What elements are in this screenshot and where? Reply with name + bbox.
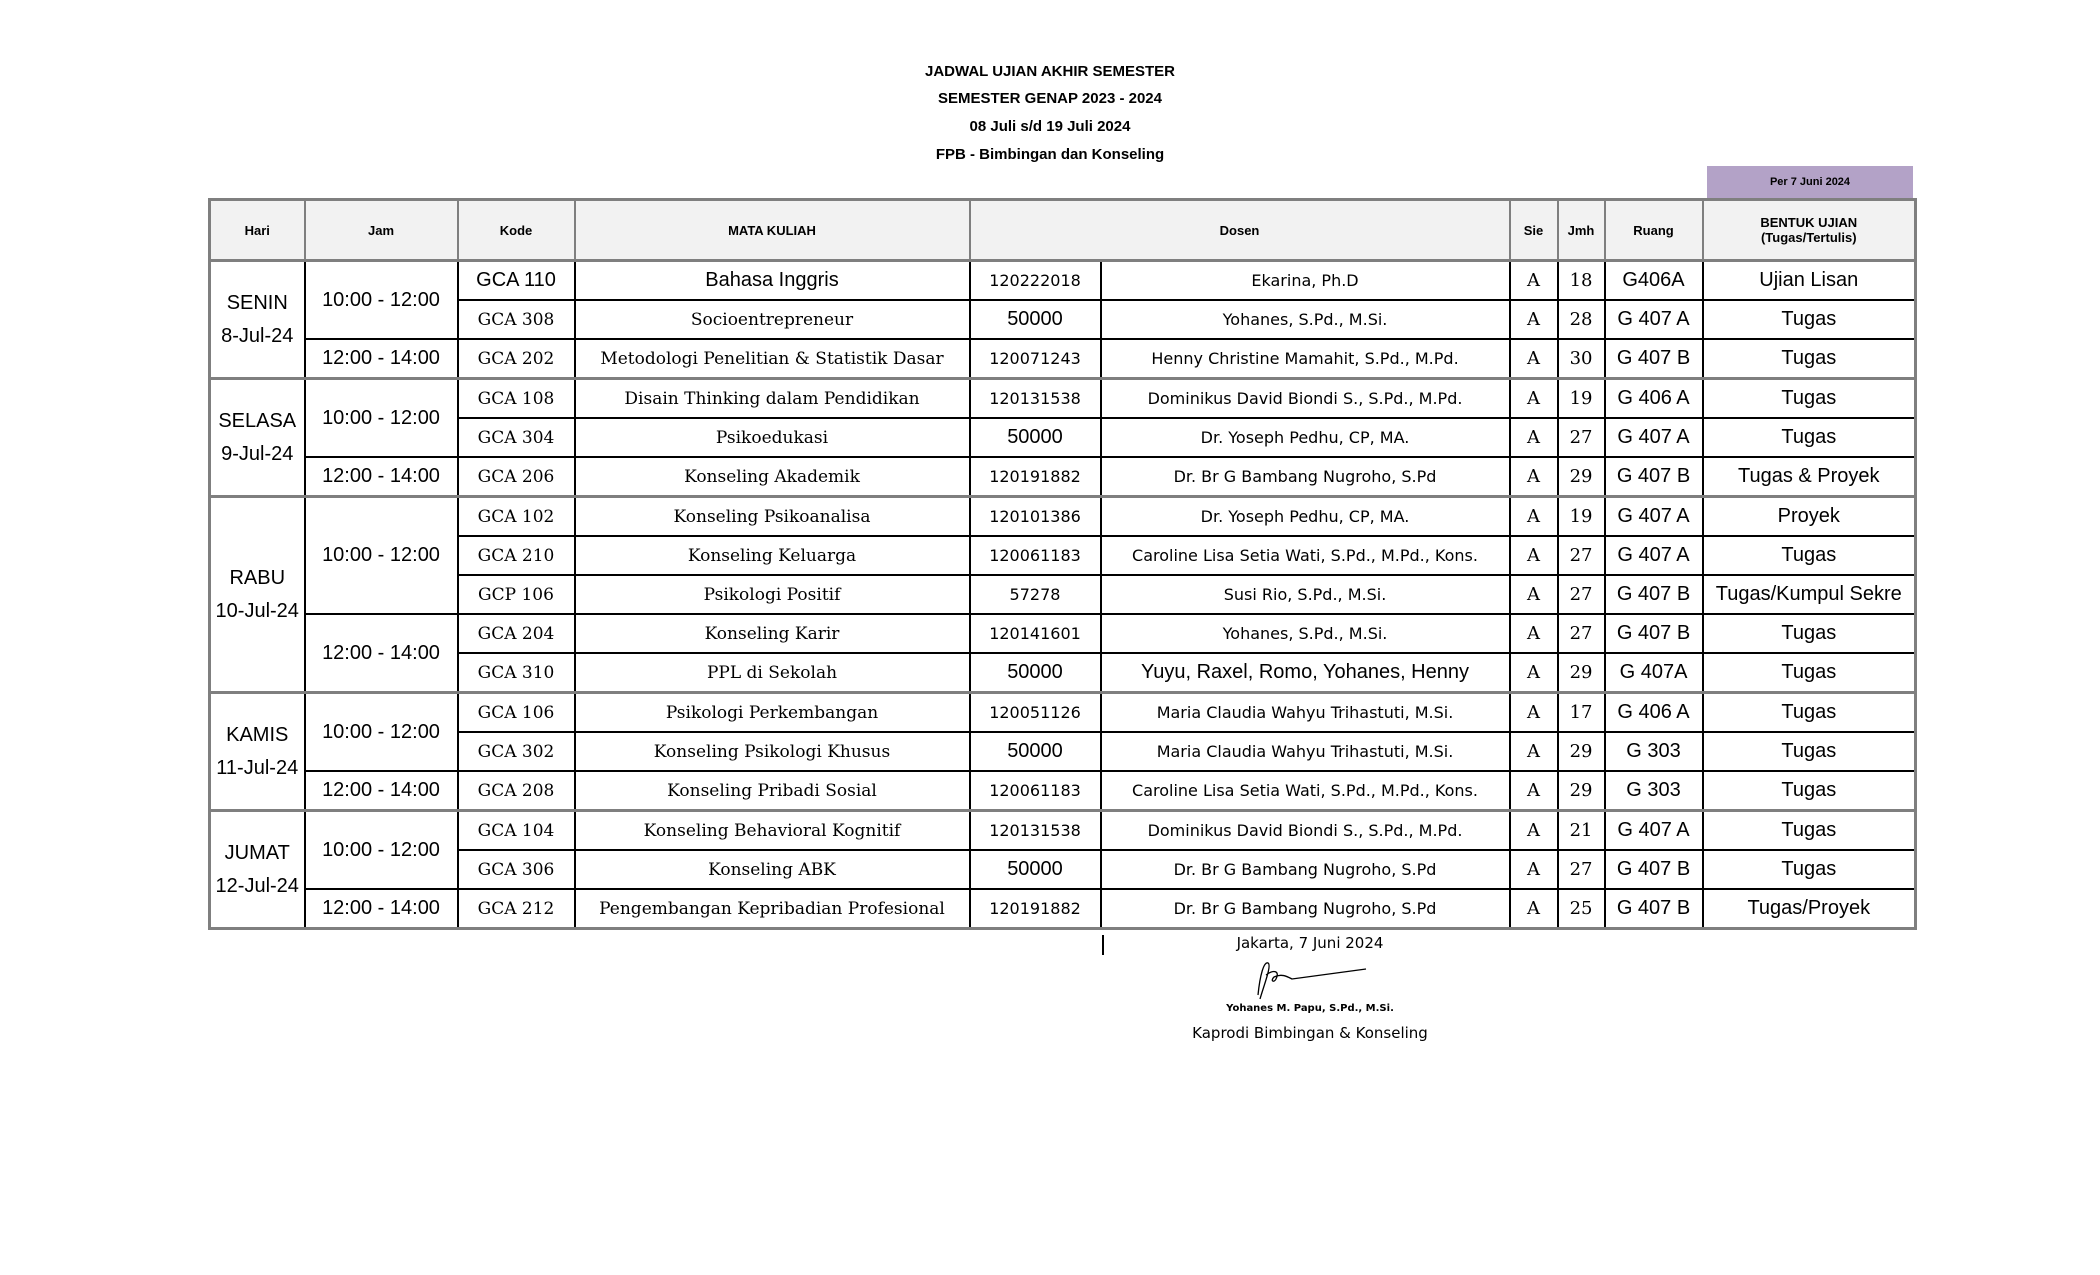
course-name: Psikoedukasi bbox=[575, 418, 970, 457]
day-cell bbox=[210, 811, 305, 929]
day-name: SENIN bbox=[226, 291, 288, 314]
course-code: GCA 206 bbox=[458, 457, 575, 497]
exam-form: Tugas bbox=[1703, 614, 1916, 653]
time-cell: 10:00 - 12:00 bbox=[305, 811, 458, 890]
student-count: 27 bbox=[1558, 418, 1605, 457]
lecturer-name: Dr. Br G Bambang Nugroho, S.Pd bbox=[1101, 457, 1510, 497]
room: G 407A bbox=[1605, 653, 1703, 693]
exam-form: Tugas bbox=[1703, 418, 1916, 457]
course-name: Konseling Behavioral Kognitif bbox=[575, 811, 970, 851]
course-code: GCA 210 bbox=[458, 536, 575, 575]
exam-form: Tugas bbox=[1703, 693, 1916, 733]
lecturer-id: 50000 bbox=[970, 653, 1101, 693]
course-name: Socioentrepreneur bbox=[575, 300, 970, 339]
table-row bbox=[210, 771, 1916, 811]
exam-form: Tugas bbox=[1703, 850, 1916, 889]
header-bentuk-line1: BENTUK UJIAN bbox=[1760, 215, 1858, 230]
student-count: 18 bbox=[1558, 261, 1605, 301]
room: G 407 A bbox=[1605, 811, 1703, 851]
time-cell: 10:00 - 12:00 bbox=[305, 693, 458, 772]
day-cell bbox=[210, 497, 305, 693]
exam-form: Tugas bbox=[1703, 300, 1916, 339]
student-count: 29 bbox=[1558, 771, 1605, 811]
course-name: Konseling Akademik bbox=[575, 457, 970, 497]
table-row bbox=[210, 418, 1916, 457]
course-name: Bahasa Inggris bbox=[575, 261, 970, 301]
day-cell bbox=[210, 693, 305, 811]
table-header-row bbox=[210, 200, 1916, 261]
time-cell: 12:00 - 14:00 bbox=[305, 457, 458, 497]
time-cell: 12:00 - 14:00 bbox=[305, 614, 458, 693]
student-count: 27 bbox=[1558, 850, 1605, 889]
student-count: 27 bbox=[1558, 536, 1605, 575]
table-row bbox=[210, 614, 1916, 653]
table-row bbox=[210, 339, 1916, 379]
course-name: Konseling Keluarga bbox=[575, 536, 970, 575]
exam-form: Tugas bbox=[1703, 339, 1916, 379]
course-code: GCA 308 bbox=[458, 300, 575, 339]
exam-form: Tugas bbox=[1703, 653, 1916, 693]
lecturer-name: Yohanes, S.Pd., M.Si. bbox=[1101, 300, 1510, 339]
course-name: Psikologi Positif bbox=[575, 575, 970, 614]
header-jmh: Jmh bbox=[1558, 200, 1605, 261]
exam-form: Tugas bbox=[1703, 811, 1916, 851]
room: G 407 B bbox=[1605, 575, 1703, 614]
exam-form: Tugas bbox=[1703, 379, 1916, 419]
day-date: 8-Jul-24 bbox=[221, 324, 294, 347]
lecturer-id: 120141601 bbox=[970, 614, 1101, 653]
day-date: 11-Jul-24 bbox=[216, 756, 299, 779]
time-cell: 12:00 - 14:00 bbox=[305, 339, 458, 379]
table-row bbox=[210, 575, 1916, 614]
table-row bbox=[210, 536, 1916, 575]
lecturer-name: Caroline Lisa Setia Wati, S.Pd., M.Pd., Kons. bbox=[1101, 771, 1510, 811]
lecturer-name: Dr. Br G Bambang Nugroho, S.Pd bbox=[1101, 889, 1510, 929]
student-count: 21 bbox=[1558, 811, 1605, 851]
room: G 407 A bbox=[1605, 300, 1703, 339]
table-row bbox=[210, 653, 1916, 693]
title-line-1: JADWAL UJIAN AKHIR SEMESTER bbox=[924, 63, 1176, 80]
exam-form: Tugas & Proyek bbox=[1703, 457, 1916, 497]
course-code: GCP 106 bbox=[458, 575, 575, 614]
section: A bbox=[1510, 379, 1558, 419]
student-count: 29 bbox=[1558, 653, 1605, 693]
footer-signer-role: Kaprodi Bimbingan & Konseling bbox=[1192, 1024, 1428, 1042]
time-cell: 12:00 - 14:00 bbox=[305, 889, 458, 929]
course-name: Konseling Psikologi Khusus bbox=[575, 732, 970, 771]
lecturer-name: Dominikus David Biondi S., S.Pd., M.Pd. bbox=[1101, 379, 1510, 419]
day-name: SELASA bbox=[218, 409, 297, 432]
day-name: JUMAT bbox=[224, 841, 290, 864]
student-count: 27 bbox=[1558, 575, 1605, 614]
section: A bbox=[1510, 732, 1558, 771]
section: A bbox=[1510, 261, 1558, 301]
table-row bbox=[210, 379, 1916, 419]
lecturer-name: Ekarina, Ph.D bbox=[1101, 261, 1510, 301]
room: G 303 bbox=[1605, 732, 1703, 771]
lecturer-name: Maria Claudia Wahyu Trihastuti, M.Si. bbox=[1101, 732, 1510, 771]
lecturer-name: Dr. Yoseph Pedhu, CP, MA. bbox=[1101, 497, 1510, 537]
room: G406A bbox=[1605, 261, 1703, 301]
lecturer-id: 120071243 bbox=[970, 339, 1101, 379]
course-code: GCA 104 bbox=[458, 811, 575, 851]
course-name: PPL di Sekolah bbox=[575, 653, 970, 693]
section: A bbox=[1510, 418, 1558, 457]
lecturer-id: 120061183 bbox=[970, 771, 1101, 811]
section: A bbox=[1510, 536, 1558, 575]
exam-form: Tugas bbox=[1703, 536, 1916, 575]
section: A bbox=[1510, 771, 1558, 811]
room: G 406 A bbox=[1605, 693, 1703, 733]
day-cell bbox=[210, 379, 305, 497]
time-cell: 12:00 - 14:00 bbox=[305, 771, 458, 811]
room: G 407 A bbox=[1605, 418, 1703, 457]
course-code: GCA 208 bbox=[458, 771, 575, 811]
table-row bbox=[210, 889, 1916, 929]
student-count: 25 bbox=[1558, 889, 1605, 929]
title-line-2: SEMESTER GENAP 2023 - 2024 bbox=[938, 90, 1162, 107]
course-code: GCA 306 bbox=[458, 850, 575, 889]
section: A bbox=[1510, 850, 1558, 889]
room: G 407 A bbox=[1605, 536, 1703, 575]
day-name: RABU bbox=[229, 566, 286, 589]
section: A bbox=[1510, 457, 1558, 497]
lecturer-name: Caroline Lisa Setia Wati, S.Pd., M.Pd., Kons. bbox=[1101, 536, 1510, 575]
exam-form: Tugas/Kumpul Sekre bbox=[1703, 575, 1916, 614]
table-row bbox=[210, 457, 1916, 497]
course-code: GCA 212 bbox=[458, 889, 575, 929]
header-mata-kuliah: MATA KULIAH bbox=[575, 200, 970, 261]
table-row bbox=[210, 811, 1916, 851]
table-row bbox=[210, 693, 1916, 733]
course-code: GCA 106 bbox=[458, 693, 575, 733]
day-date: 12-Jul-24 bbox=[215, 874, 299, 897]
section: A bbox=[1510, 653, 1558, 693]
table-row bbox=[210, 261, 1916, 301]
table-row bbox=[210, 497, 1916, 537]
time-cell: 10:00 - 12:00 bbox=[305, 497, 458, 615]
course-name: Konseling Pribadi Sosial bbox=[575, 771, 970, 811]
student-count: 28 bbox=[1558, 300, 1605, 339]
lecturer-id: 120131538 bbox=[970, 811, 1101, 851]
title-line-3: 08 Juli s/d 19 Juli 2024 bbox=[969, 118, 1131, 135]
time-cell: 10:00 - 12:00 bbox=[305, 261, 458, 340]
course-code: GCA 202 bbox=[458, 339, 575, 379]
lecturer-name: Yuyu, Raxel, Romo, Yohanes, Henny bbox=[1101, 653, 1510, 693]
table-row bbox=[210, 732, 1916, 771]
exam-form: Tugas bbox=[1703, 771, 1916, 811]
lecturer-id: 120051126 bbox=[970, 693, 1101, 733]
course-name: Disain Thinking dalam Pendidikan bbox=[575, 379, 970, 419]
lecturer-name: Maria Claudia Wahyu Trihastuti, M.Si. bbox=[1101, 693, 1510, 733]
footer-place-date: Jakarta, 7 Juni 2024 bbox=[1236, 934, 1384, 952]
course-name: Metodologi Penelitian & Statistik Dasar bbox=[575, 339, 970, 379]
section: A bbox=[1510, 339, 1558, 379]
header-dosen: Dosen bbox=[970, 200, 1510, 261]
exam-schedule-table bbox=[208, 198, 1917, 930]
lecturer-id: 57278 bbox=[970, 575, 1101, 614]
header-ruang: Ruang bbox=[1605, 200, 1703, 261]
day-date: 10-Jul-24 bbox=[215, 599, 299, 622]
course-code: GCA 110 bbox=[458, 261, 575, 301]
student-count: 27 bbox=[1558, 614, 1605, 653]
time-cell: 10:00 - 12:00 bbox=[305, 379, 458, 458]
lecturer-id: 120191882 bbox=[970, 889, 1101, 929]
table-row bbox=[210, 850, 1916, 889]
room: G 407 B bbox=[1605, 850, 1703, 889]
student-count: 19 bbox=[1558, 497, 1605, 537]
section: A bbox=[1510, 575, 1558, 614]
student-count: 29 bbox=[1558, 732, 1605, 771]
course-code: GCA 304 bbox=[458, 418, 575, 457]
room: G 407 A bbox=[1605, 497, 1703, 537]
section: A bbox=[1510, 811, 1558, 851]
day-date: 9-Jul-24 bbox=[221, 442, 294, 465]
student-count: 19 bbox=[1558, 379, 1605, 419]
lecturer-id: 50000 bbox=[970, 418, 1101, 457]
lecturer-name: Dr. Yoseph Pedhu, CP, MA. bbox=[1101, 418, 1510, 457]
room: G 407 B bbox=[1605, 889, 1703, 929]
lecturer-id: 120101386 bbox=[970, 497, 1101, 537]
lecturer-id: 50000 bbox=[970, 300, 1101, 339]
day-cell bbox=[210, 261, 305, 379]
course-name: Konseling Psikoanalisa bbox=[575, 497, 970, 537]
footer-signer-name: Yohanes M. Papu, S.Pd., M.Si. bbox=[1226, 1003, 1394, 1014]
header-bentuk-ujian bbox=[1703, 200, 1916, 261]
header-kode: Kode bbox=[458, 200, 575, 261]
lecturer-name: Dr. Br G Bambang Nugroho, S.Pd bbox=[1101, 850, 1510, 889]
room: G 407 B bbox=[1605, 614, 1703, 653]
lecturer-id: 50000 bbox=[970, 850, 1101, 889]
room: G 303 bbox=[1605, 771, 1703, 811]
course-name: Psikologi Perkembangan bbox=[575, 693, 970, 733]
per-date-badge: Per 7 Juni 2024 bbox=[1707, 166, 1913, 198]
student-count: 29 bbox=[1558, 457, 1605, 497]
day-name: KAMIS bbox=[226, 723, 289, 746]
header-bentuk-line2: (Tugas/Tertulis) bbox=[1760, 230, 1857, 245]
title-line-4: FPB - Bimbingan dan Konseling bbox=[935, 146, 1165, 163]
lecturer-id: 50000 bbox=[970, 732, 1101, 771]
lecturer-id: 120191882 bbox=[970, 457, 1101, 497]
exam-form: Proyek bbox=[1703, 497, 1916, 537]
section: A bbox=[1510, 693, 1558, 733]
course-name: Konseling Karir bbox=[575, 614, 970, 653]
section: A bbox=[1510, 889, 1558, 929]
course-code: GCA 102 bbox=[458, 497, 575, 537]
course-code: GCA 108 bbox=[458, 379, 575, 419]
exam-form: Tugas/Proyek bbox=[1703, 889, 1916, 929]
student-count: 30 bbox=[1558, 339, 1605, 379]
signature-image bbox=[1230, 955, 1370, 1005]
header-jam: Jam bbox=[305, 200, 458, 261]
table-row bbox=[210, 300, 1916, 339]
header-hari: Hari bbox=[210, 200, 305, 261]
section: A bbox=[1510, 300, 1558, 339]
lecturer-name: Dominikus David Biondi S., S.Pd., M.Pd. bbox=[1101, 811, 1510, 851]
lecturer-id: 120131538 bbox=[970, 379, 1101, 419]
course-code: GCA 302 bbox=[458, 732, 575, 771]
section: A bbox=[1510, 614, 1558, 653]
course-code: GCA 204 bbox=[458, 614, 575, 653]
lecturer-id: 120222018 bbox=[970, 261, 1101, 301]
exam-form: Ujian Lisan bbox=[1703, 261, 1916, 301]
course-code: GCA 310 bbox=[458, 653, 575, 693]
room: G 407 B bbox=[1605, 457, 1703, 497]
lecturer-name: Henny Christine Mamahit, S.Pd., M.Pd. bbox=[1101, 339, 1510, 379]
student-count: 17 bbox=[1558, 693, 1605, 733]
section: A bbox=[1510, 497, 1558, 537]
lecturer-name: Susi Rio, S.Pd., M.Si. bbox=[1101, 575, 1510, 614]
exam-form: Tugas bbox=[1703, 732, 1916, 771]
room: G 407 B bbox=[1605, 339, 1703, 379]
header-sie: Sie bbox=[1510, 200, 1558, 261]
course-name: Konseling ABK bbox=[575, 850, 970, 889]
room: G 406 A bbox=[1605, 379, 1703, 419]
document-title-block bbox=[0, 58, 2100, 169]
lecturer-id: 120061183 bbox=[970, 536, 1101, 575]
lecturer-name: Yohanes, S.Pd., M.Si. bbox=[1101, 614, 1510, 653]
course-name: Pengembangan Kepribadian Profesional bbox=[575, 889, 970, 929]
